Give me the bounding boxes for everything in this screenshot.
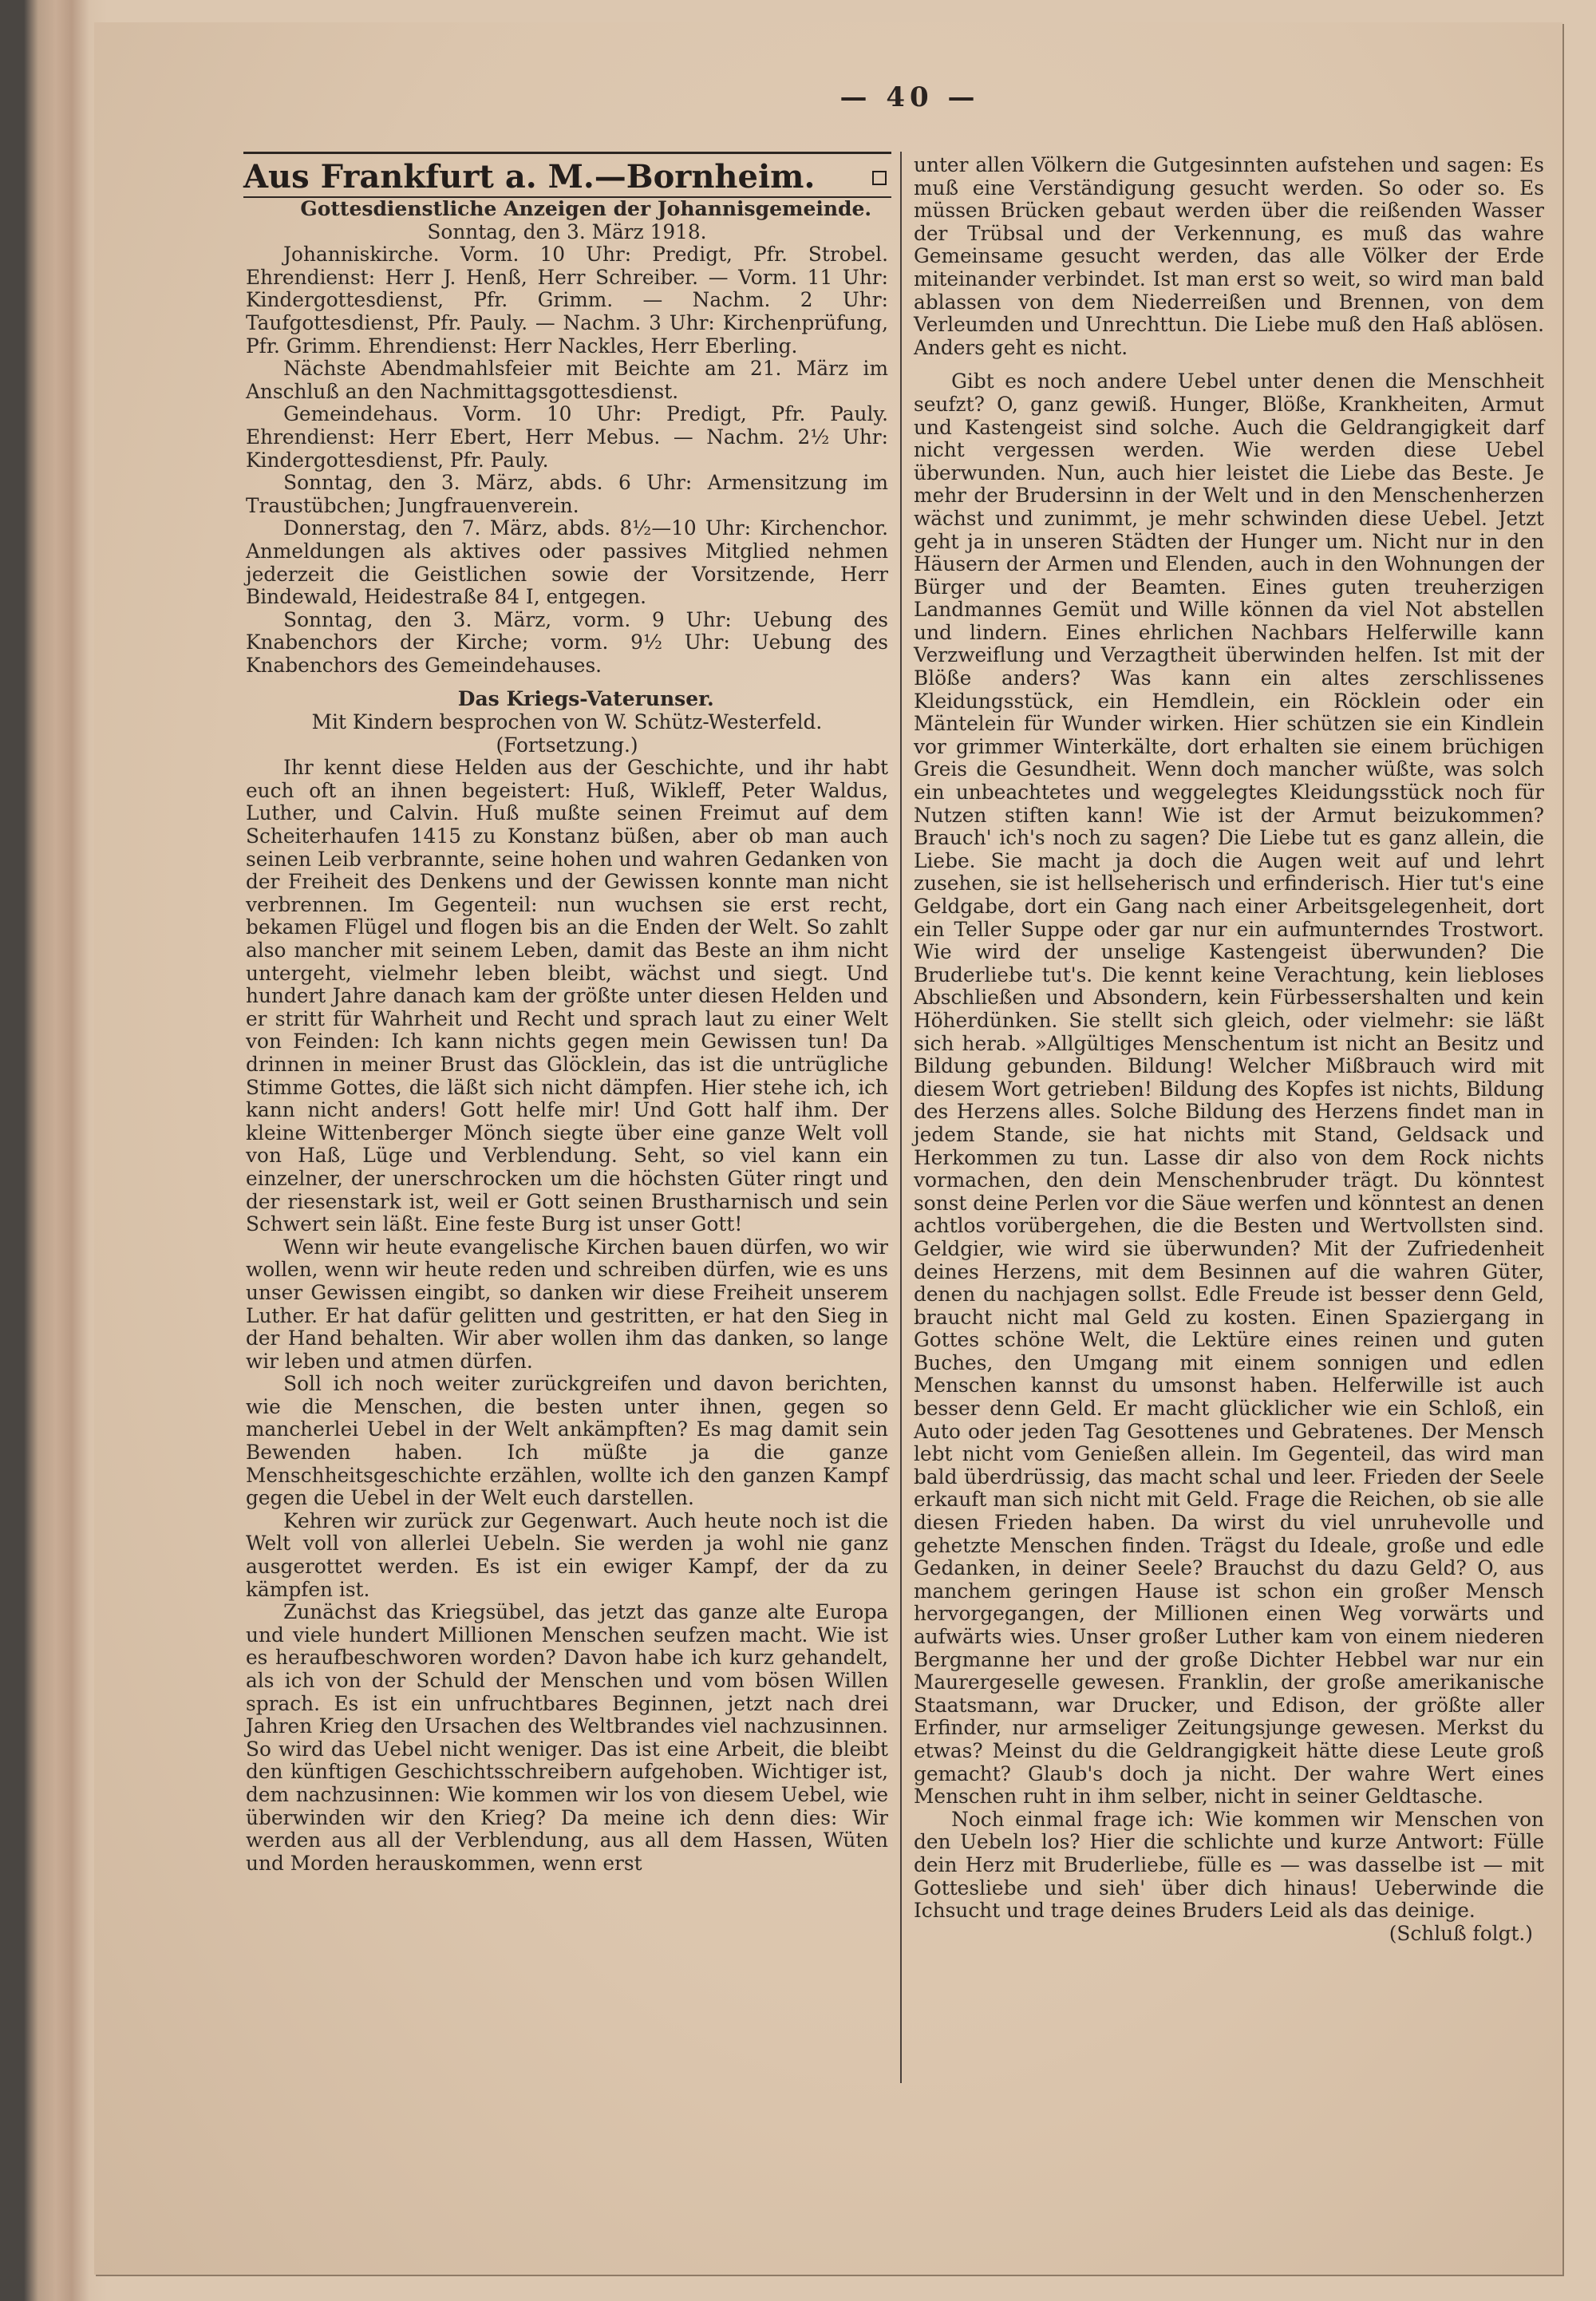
article-paragraph: Gibt es noch andere Uebel unter denen die Menschheit seufzt? O, ganz gewiß. Hunger, Blöße, Krankheiten, Armut und Kastengeist sind solche. Auch die Geldrangigkeit darf nicht vergessen werden. Wie werden diese Uebel überwunden. Nun, auch hier leistet die Liebe das Beste. Je mehr der Brudersinn in der Welt und in den Menschenherzen wächst und zunimmt, je mehr schwinden diese Uebel. Jetzt geht ja in unseren Städten der Hunger um. Nicht nur in den Häusern der Armen und Elenden, auch in den Wohnungen der Bürger und der Beamten. Eines guten treuherzigen Landmannes Gemüt und Wille können da viel Not abstellen und lindern. Eines ehrlichen Nachbars Helferwille kann Verzweiflung und Verzagtheit überwinden helfen. Ist mit der Blöße anders? Was kann ein altes zerschlissenes Kleidungsstück, ein Hemdlein, ein Röcklein oder ein Mäntelein für Wunder wirken. Hier schützen sie ein Kindlein vor grimmer Winterkälte, dort erhalten sie einem brüchigen Greis die Gesundheit. Wenn doch mancher wüßte, was solch ein unbeachtetes und weggelegtes Kleidungsstück noch für Nutzen stiften kann! Wie ist der Armut beizukommen? Brauch' ich's noch zu sagen? Die Liebe tut es ganz allein, die Liebe. Sie macht ja doch die Augen weit auf und lehrt zusehen, sie ist hellseherisch und erfinderisch. Hier tut's eine Geldgabe, dort ein Gang nach einer Arbeitsgelegenheit, dort ein Teller Suppe oder gar nur ein aufmunterndes Trostwort. Wie wird der unselige Kastengeist überwunden? Die Bruderliebe tut's. Die kennt keine Verachtung, kein liebloses Abschließen und Absondern, kein Fürbessershalten und kein Höherdünken. Sie stellt sich gleich, oder vielmehr: sie läßt sich herab. »Allgültiges Menschentum ist nicht an Besitz und Bildung gebunden. Bildung! Welcher Mißbrauch wird mit diesem Wort getrieben! Bildung des Kopfes ist nichts, Bildung des Herzens alles. Solche Bildung des Herzens findet man in jedem Stande, sie hat nichts mit Stand, Geldsack und Herkommen zu tun. Lasse dir also von dem Rock nichts vormachen, den dein Menschenbruder trägt. Du könntest sonst deine Perlen vor die Säue werfen und könntest an denen achtlos vorübergehen, die die Besten und Wertvollsten sind. Geldgier, wie wird sie überwunden? Mit der Zufriedenheit deines Herzens, mit dem Besinnen auf die wahren Güter, denen du nachjagen sollst. Edle Freude ist besser denn Geld, braucht nicht mal Geld zu kosten. Einen Spaziergang in Gottes schöne Welt, die Lektüre eines reinen und guten Buches, den Umgang mit einem sonnigen und edlen Menschen kannst du umsonst haben. Helferwille ist auch besser denn Geld. Er macht glücklicher wie ein Schloß, ein Auto oder jeden Tag Gesottenes und Gebratenes. Der Mensch lebt nicht vom Genießen allein. Im Gegenteil, das wird man bald überdrüssig, das macht schal und leer. Frieden der Seele erkauft man sich nicht mit Geld. Frage die Reichen, ob sie alle diesen Frieden haben. Da wirst du viel unruhevolle und gehetzte Menschen finden. Trägst du Ideale, große und edle Gedanken, in deiner Seele? Brauchst du dazu Geld? O, aus manchem geringen Hause ist schon ein großer Mensch hervorgegangen, der Millionen einen Weg vorwärts und aufwärts wies. Unser großer Luther kam von einem niederen Bergmanne her und der große Dichter Hebbel war nur ein Maurergeselle gewesen. Franklin, der große amerikanische Staatsmann, war Drucker, und Edison, der größte aller Erfinder, nur armseliger Zeitungsjunge gewesen. Merkst du etwas? Meinst du die Geldrangigkeit hätte diese Leute groß gemacht? Glaub's doch ja nicht. Der wahre Wert eines Menschen ruht in ihm selber, nicht in seiner Geldtasche.	[914, 370, 1544, 1809]
article-subtitle: Mit Kindern besprochen von W. Schütz-Westerfeld.	[311, 710, 823, 734]
article-continuation: (Fortsetzung.)	[496, 733, 638, 757]
announcement-paragraph: Sonntag, den 3. März, vorm. 9 Uhr: Uebung des Knabenchors der Kirche; vorm. 9½ Uhr: Uebung des Knabenchors des Gemeindehauses.	[246, 607, 888, 677]
spacer	[914, 359, 1544, 370]
right-column	[914, 154, 1544, 1945]
article-paragraph: Wenn wir heute evangelische Kirchen bauen dürfen, wo wir wollen, wenn wir heute reden und schreiben dürfen, wie es uns unser Gewissen eingibt, so danken wir diese Freiheit unserem Luther. Er hat dafür gelitten und gestritten, er hat den Sieg in der Hand behalten. Wir aber wollen ihm das danken, so lange wir leben und atmen dürfen.	[246, 1235, 888, 1373]
announcements-heading: Gottesdienstliche Anzeigen der Johannisgemeinde.	[300, 197, 872, 220]
square-ornament-icon	[872, 171, 887, 185]
article-paragraph: Soll ich noch weiter zurückgreifen und davon berichten, wie die Menschen, die besten unter ihnen, gegen so mancherlei Uebel in der Welt ankämpften? Es mag damit sein Bewenden haben. Ich müßte ja die ganze Menschheitsgeschichte erzählen, wollte ich den ganzen Kampf gegen die Uebel in der Welt euch darstellen.	[246, 1372, 888, 1510]
article-paragraph: Zunächst das Kriegsübel, das jetzt das ganze alte Europa und viele hundert Millionen Menschen seufzen macht. Wie ist es heraufbeschworen worden? Davon habe ich kurz gehandelt, als ich von der Schuld der Menschen und vom bösen Willen sprach. Es ist ein unfruchtbares Beginnen, jetzt nach drei Jahren Krieg den Ursachen des Weltbrandes viel nachzusinnen. So wird das Uebel nicht weniger. Das ist eine Arbeit, die bleibt den künftigen Geschichtsschreibern aufgehoben. Wichtiger ist, dem nachzusinnen: Wie kommen wir los von diesem Uebel, wie überwinden wir den Krieg? Da meine ich denn dies: Wir werden aus all der Verblendung, aus all dem Hassen, Wüten und Morden herauskommen, wenn erst	[246, 1600, 888, 1875]
article-paragraph: unter allen Völkern die Gutgesinnten aufstehen und sagen: Es muß eine Verständigung gesucht werden. So oder so. Es müssen Brücken gebaut werden über die reißenden Wasser der Trübsal und der Verkennung, es muß das wahre Gemeinsame gesucht werden, das alle Völker der Erde miteinander verbindet. Ist man erst so weit, so wird man bald ablassen von dem Niederreißen und Brennen, von dem Verleumden und Unrechttun. Die Liebe muß den Haß ablösen. Anders geht es nicht.	[914, 153, 1544, 359]
announcement-paragraph: Sonntag, den 3. März, abds. 6 Uhr: Armensitzung im Traustübchen; Jungfrauenverein.	[246, 471, 888, 517]
article-closing: (Schluß folgt.)	[1389, 1921, 1533, 1945]
spacer	[246, 677, 888, 688]
left-column	[246, 198, 888, 1875]
top-rule	[243, 152, 891, 154]
announcement-paragraph: Donnerstag, den 7. März, abds. 8½—10 Uhr: Kirchenchor. Anmeldungen als aktives oder passives Mitglied nehmen jederzeit die Geistlichen sowie der Vorsitzende, Herr Bindewald, Heidestraße 84 I, entgegen.	[246, 516, 888, 609]
announcement-paragraph: Johanniskirche. Vorm. 10 Uhr: Predigt, Pfr. Strobel. Ehrendienst: Herr J. Henß, Herr Schreiber. — Vorm. 11 Uhr: Kindergottesdienst, Pfr. Grimm. — Nachm. 2 Uhr: Taufgottesdienst, Pfr. Pauly. — Nachm. 3 Uhr: Kirchenprüfung, Pfr. Grimm. Ehrendienst: Herr Nackles, Herr Eberling.	[246, 243, 888, 358]
section-title-text: Aus Frankfurt a. M.—Bornheim.	[243, 158, 816, 196]
article-paragraph: Ihr kennt diese Helden aus der Geschichte, und ihr habt euch oft an ihnen begeistert: Huß, Wikleff, Peter Waldus, Luther, und Calvin. Huß mußte seinen Freimut auf dem Scheiterhaufen 1415 zu Konstanz büßen, aber ob man auch seinen Leib verbrannte, seine hohen und wahren Gedanken von der Freiheit des Denkens und der Gewissen konnte man nicht verbrennen. Im Gegenteil: nun wuchsen sie erst recht, bekamen Flügel und flogen bis an die Enden der Welt. So zahlt also mancher mit seinem Leben, damit das Beste an ihm nicht untergeht, vielmehr leben bleibt, wächst und siegt. Und hundert Jahre danach kam der größte unter diesen Helden und er stritt für Wahrheit und Recht und sprach laut zu einer Welt von Feinden: Ich kann nichts gegen mein Gewissen tun! Da drinnen in meiner Brust das Glöcklein, das ist die untrügliche Stimme Gottes, die läßt sich nicht dämpfen. Hier stehe ich, ich kann nicht anders! Gott helfe mir! Und Gott half ihm. Der kleine Wittenberger Mönch siegte über eine ganze Welt voll von Haß, Lüge und Verblendung. Seht, so viel kann ein einzelner, der unerschrocken um die höchsten Güter ringt und der riesenstark ist, weil er Gott seinen Brustharnisch und sein Schwert sein läßt. Eine feste Burg ist unser Gott!	[246, 756, 888, 1236]
announcement-paragraph: Gemeindehaus. Vorm. 10 Uhr: Predigt, Pfr. Pauly. Ehrendienst: Herr Ebert, Herr Mebus. — Nachm. 2½ Uhr: Kindergottesdienst, Pfr. Pauly.	[246, 402, 888, 472]
section-title	[243, 158, 891, 196]
announcements-date: Sonntag, den 3. März 1918.	[427, 219, 707, 243]
page-number: — 40 —	[839, 81, 980, 113]
article-title: Das Kriegs-Vaterunser.	[457, 687, 714, 711]
column-divider	[900, 152, 902, 2083]
announcement-paragraph: Nächste Abendmahlsfeier mit Beichte am 21. März im Anschluß an den Nachmittagsgottesdienst.	[246, 357, 888, 403]
article-paragraph: Kehren wir zurück zur Gegenwart. Auch heute noch ist die Welt voll von allerlei Uebeln. Sie werden ja wohl nie ganz ausgerottet werden. Es ist ein ewiger Kampf, der da zu kämpfen ist.	[246, 1508, 888, 1601]
article-paragraph: Noch einmal frage ich: Wie kommen wir Menschen von den Uebeln los? Hier die schlichte und kurze Antwort: Fülle dein Herz mit Bruderliebe, fülle es — was dasselbe ist — mit Gottesliebe und sieh' über dich hinaus! Ueberwinde die Ichsucht und trage deines Bruders Leid als das deinige.	[914, 1807, 1544, 1923]
